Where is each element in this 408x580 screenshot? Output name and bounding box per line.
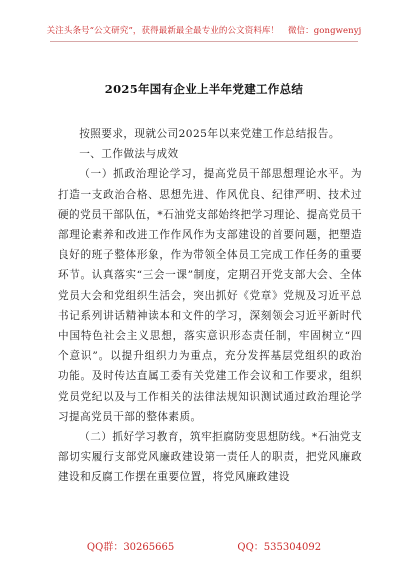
footer-qq-group: QQ群：30265665 — [86, 542, 175, 553]
paragraph-1: （一）抓政治理论学习，提高党员干部思想理论水平。为打造一支政治合格、思想先进、作风优良、纪律严明、技术过硬的党员干部队伍，*石油党支部始终把学习理论、提高党员干部理论素养和改进工作作风作为支部建设的首要问题，把塑造良好的班子整体形象，作为带领全体员工完成工作任务的重要环节。认真落实“三会一课”制度，定期召开党支部大会、全体党员大会和党组织生活会，突出抓好《党章》党规及习近平总书记系列讲话精神读本和文件的学习，深刻领会习近平新时代中国特色社会主义思想，落实意识形态责任制，牢固树立“四个意识”。以提升组织力为重点，充分发挥基层党组织的政治功能。及时传达直属工委有关党建工作会议和工作要求，组织党员党纪以及与工作相关的法律法规知识测试通过政治理论学习提高党员干部的整体素质。 — [58, 168, 362, 423]
footer-contact — [0, 538, 408, 553]
document-body — [58, 124, 362, 488]
header-banner — [0, 24, 408, 36]
paragraph-2: （二）抓好学习教育，筑牢拒腐防变思想防线。*石油党支部切实履行支部党风廉政建设第一责任人的职责，把党风廉政建设和反腐工作摆在重要位置，将党风廉政建设 — [58, 431, 362, 484]
header-wechat-text: 微信：gongwenyj — [287, 26, 362, 36]
header-promo-text: 关注头条号“公文研究”，获得最新最全最专业的公文资料库！ — [46, 26, 280, 36]
footer-qq: QQ：535304092 — [237, 542, 322, 553]
header-divider — [50, 41, 358, 42]
section-heading-1: 一、工作做法与成效 — [79, 148, 179, 161]
document-title: 2025年国有企业上半年党建工作总结 — [104, 82, 304, 96]
paragraph-intro: 按照要求，现就公司2025年以来党建工作总结报告。 — [79, 128, 340, 140]
